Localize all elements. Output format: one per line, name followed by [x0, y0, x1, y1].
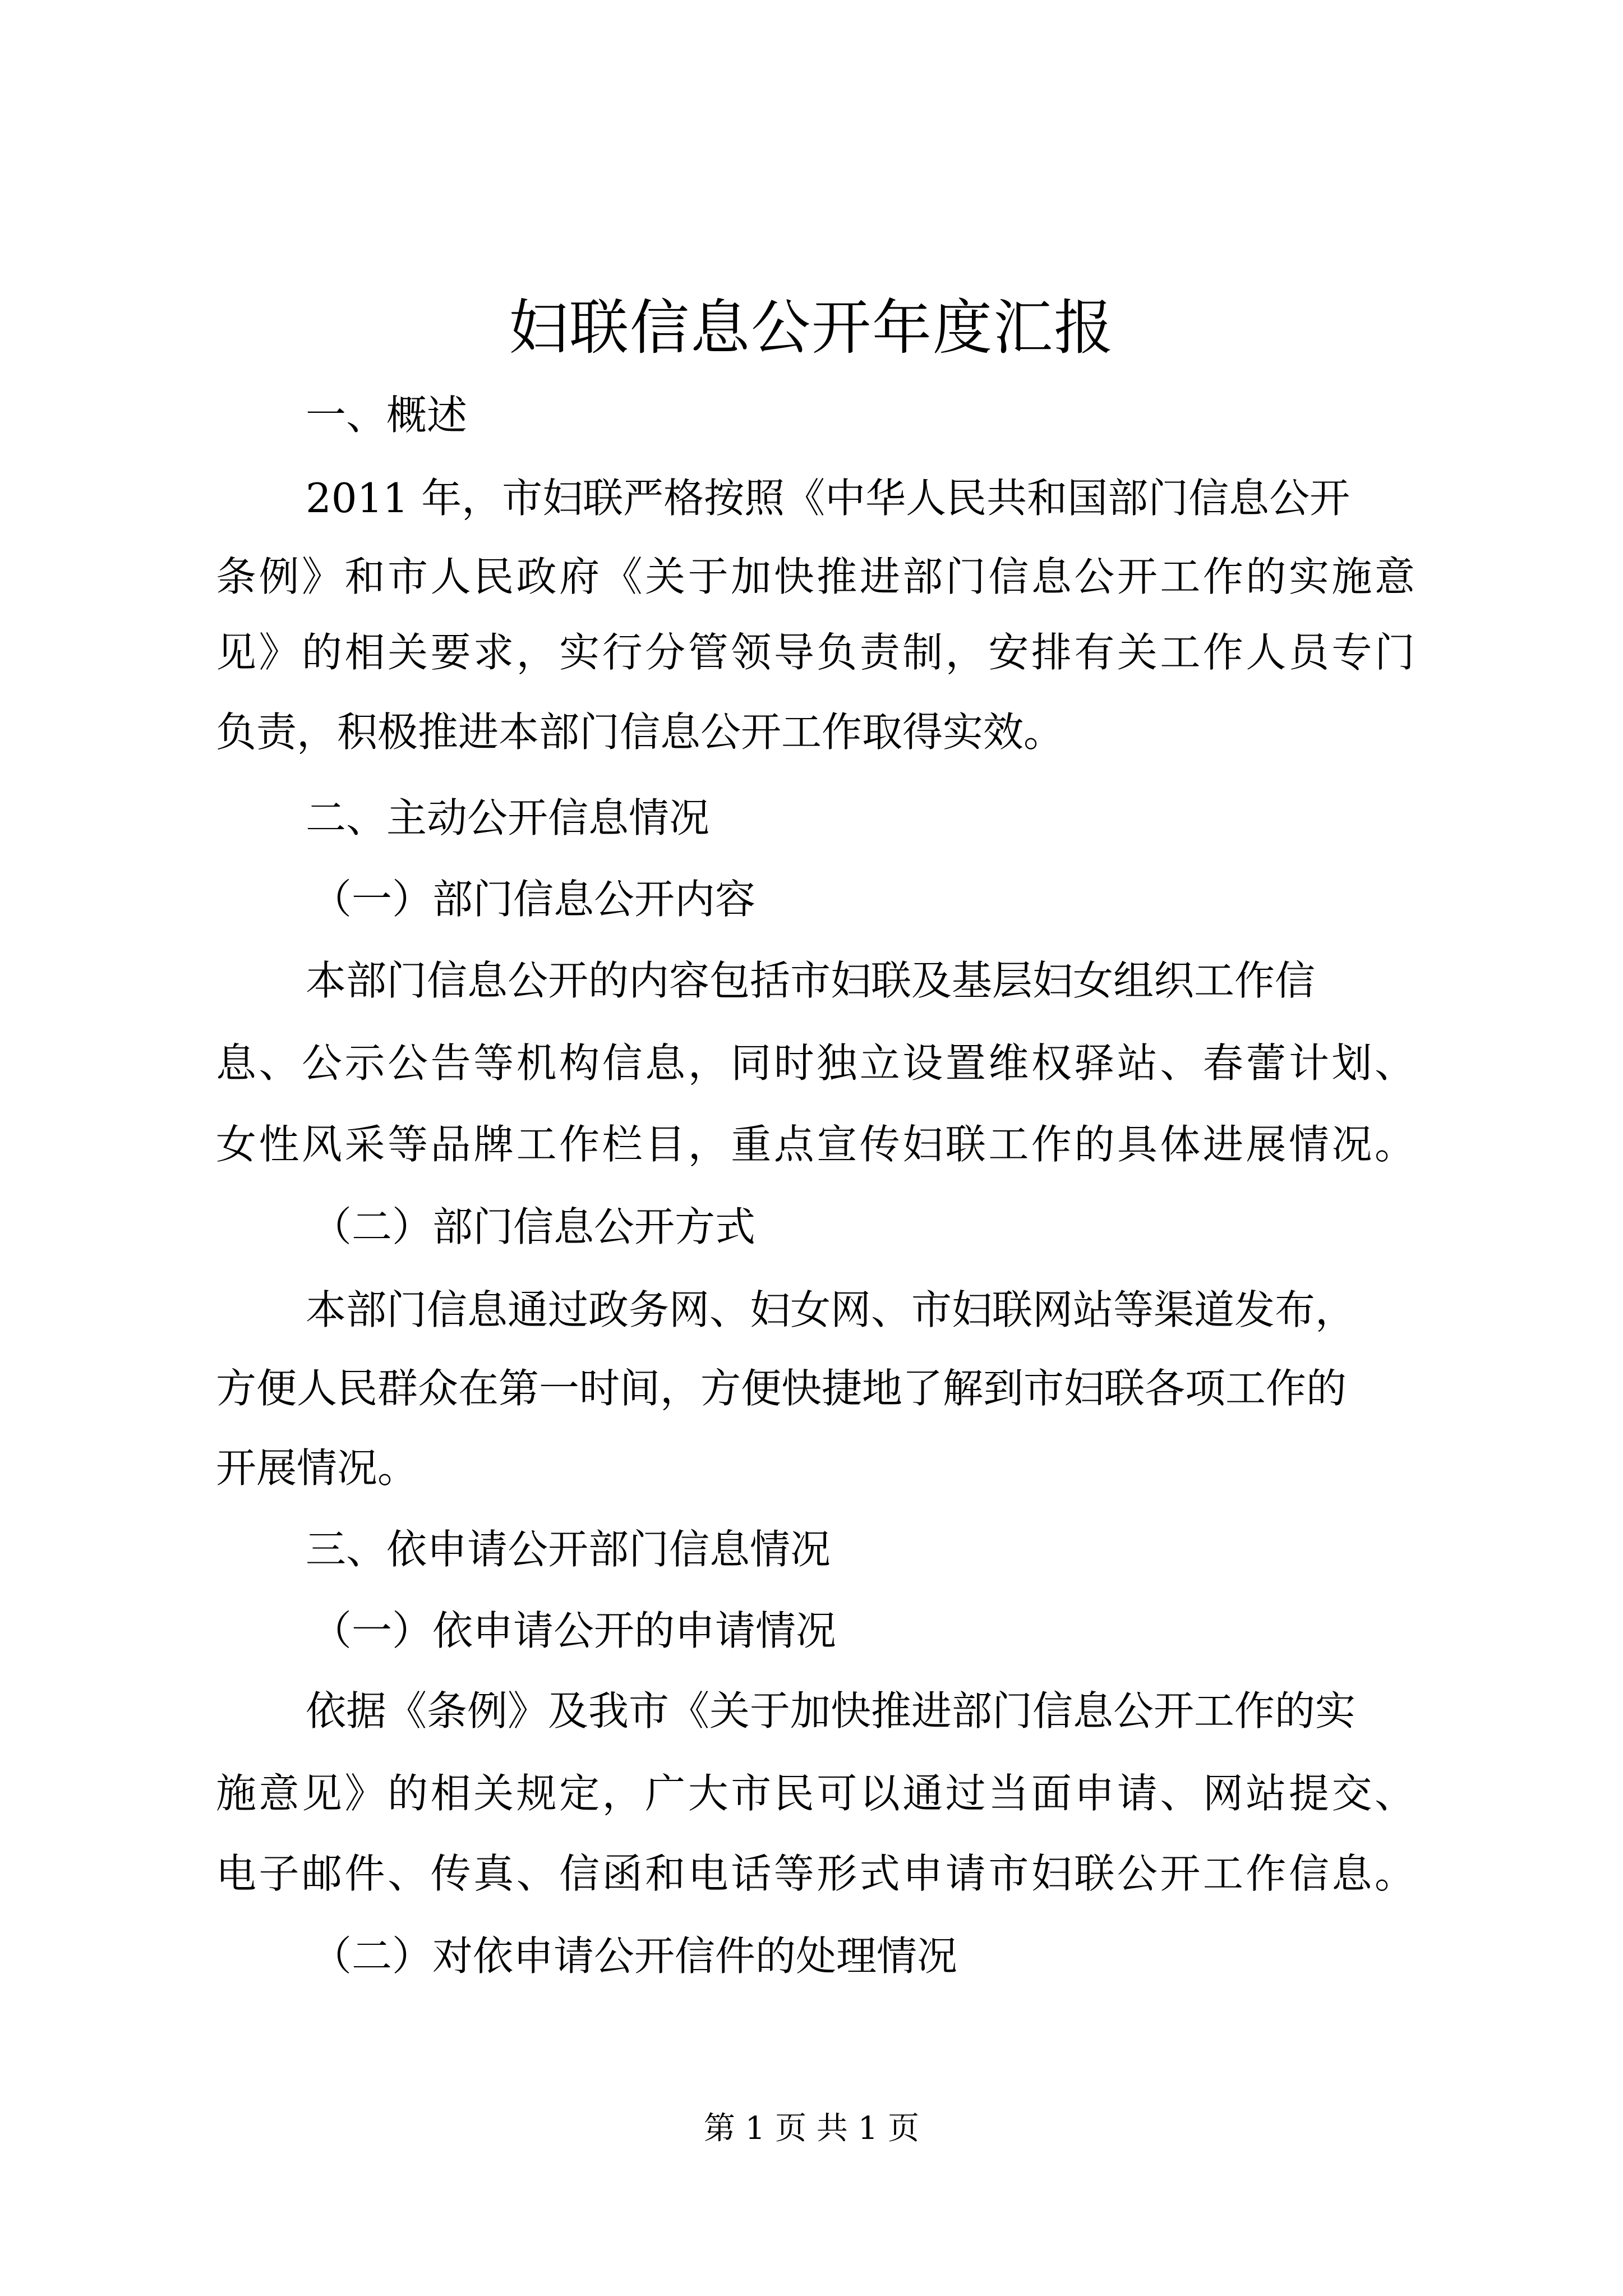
paragraph-line: 依据《条例》及我市《关于加快推进部门信息公开工作的实	[306, 1687, 1356, 1734]
section-heading-overview: 一、概述	[306, 392, 468, 439]
section-heading-request-disclosure: 三、依申请公开部门信息情况	[306, 1526, 831, 1573]
paragraph-line: 本部门信息公开的内容包括市妇联及基层妇女组织工作信	[306, 957, 1316, 1004]
paragraph-line: 方便人民群众在第一时间，方便快捷地了解到市妇联各项工作的	[216, 1365, 1347, 1412]
paragraph-line: 施意见》的相关规定，广大市民可以通过当面申请、网站提交、	[216, 1770, 1415, 1817]
subsection-heading: （一）依申请公开的申请情况	[311, 1607, 837, 1654]
paragraph-line: 2011 年，市妇联严格按照《中华人民共和国部门信息公开	[306, 475, 1350, 522]
document-title: 妇联信息公开年度汇报	[509, 293, 1114, 362]
subsection-heading: （二）对依申请公开信件的处理情况	[311, 1932, 958, 1980]
paragraph-line: 女性风采等品牌工作栏目，重点宣传妇联工作的具体进展情况。	[216, 1121, 1415, 1168]
subsection-heading: （二）部门信息公开方式	[311, 1203, 756, 1250]
section-heading-active-disclosure: 二、主动公开信息情况	[306, 794, 710, 841]
paragraph-line: 息、公示公告等机构信息，同时独立设置维权驿站、春蕾计划、	[216, 1039, 1415, 1087]
paragraph-line: 电子邮件、传真、信函和电话等形式申请市妇联公开工作信息。	[216, 1850, 1415, 1897]
page-footer: 第 1 页 共 1 页	[703, 2110, 920, 2147]
paragraph-line: 负责，积极推进本部门信息公开工作取得实效。	[216, 708, 1064, 756]
paragraph-line: 条例》和市人民政府《关于加快推进部门信息公开工作的实施意	[216, 553, 1415, 600]
paragraph-line: 开展情况。	[216, 1444, 418, 1492]
paragraph-line: 本部门信息通过政务网、妇女网、市妇联网站等渠道发布，	[306, 1286, 1356, 1333]
subsection-heading: （一）部门信息公开内容	[311, 876, 756, 923]
paragraph-line: 见》的相关要求，实行分管领导负责制，安排有关工作人员专门	[216, 629, 1415, 676]
